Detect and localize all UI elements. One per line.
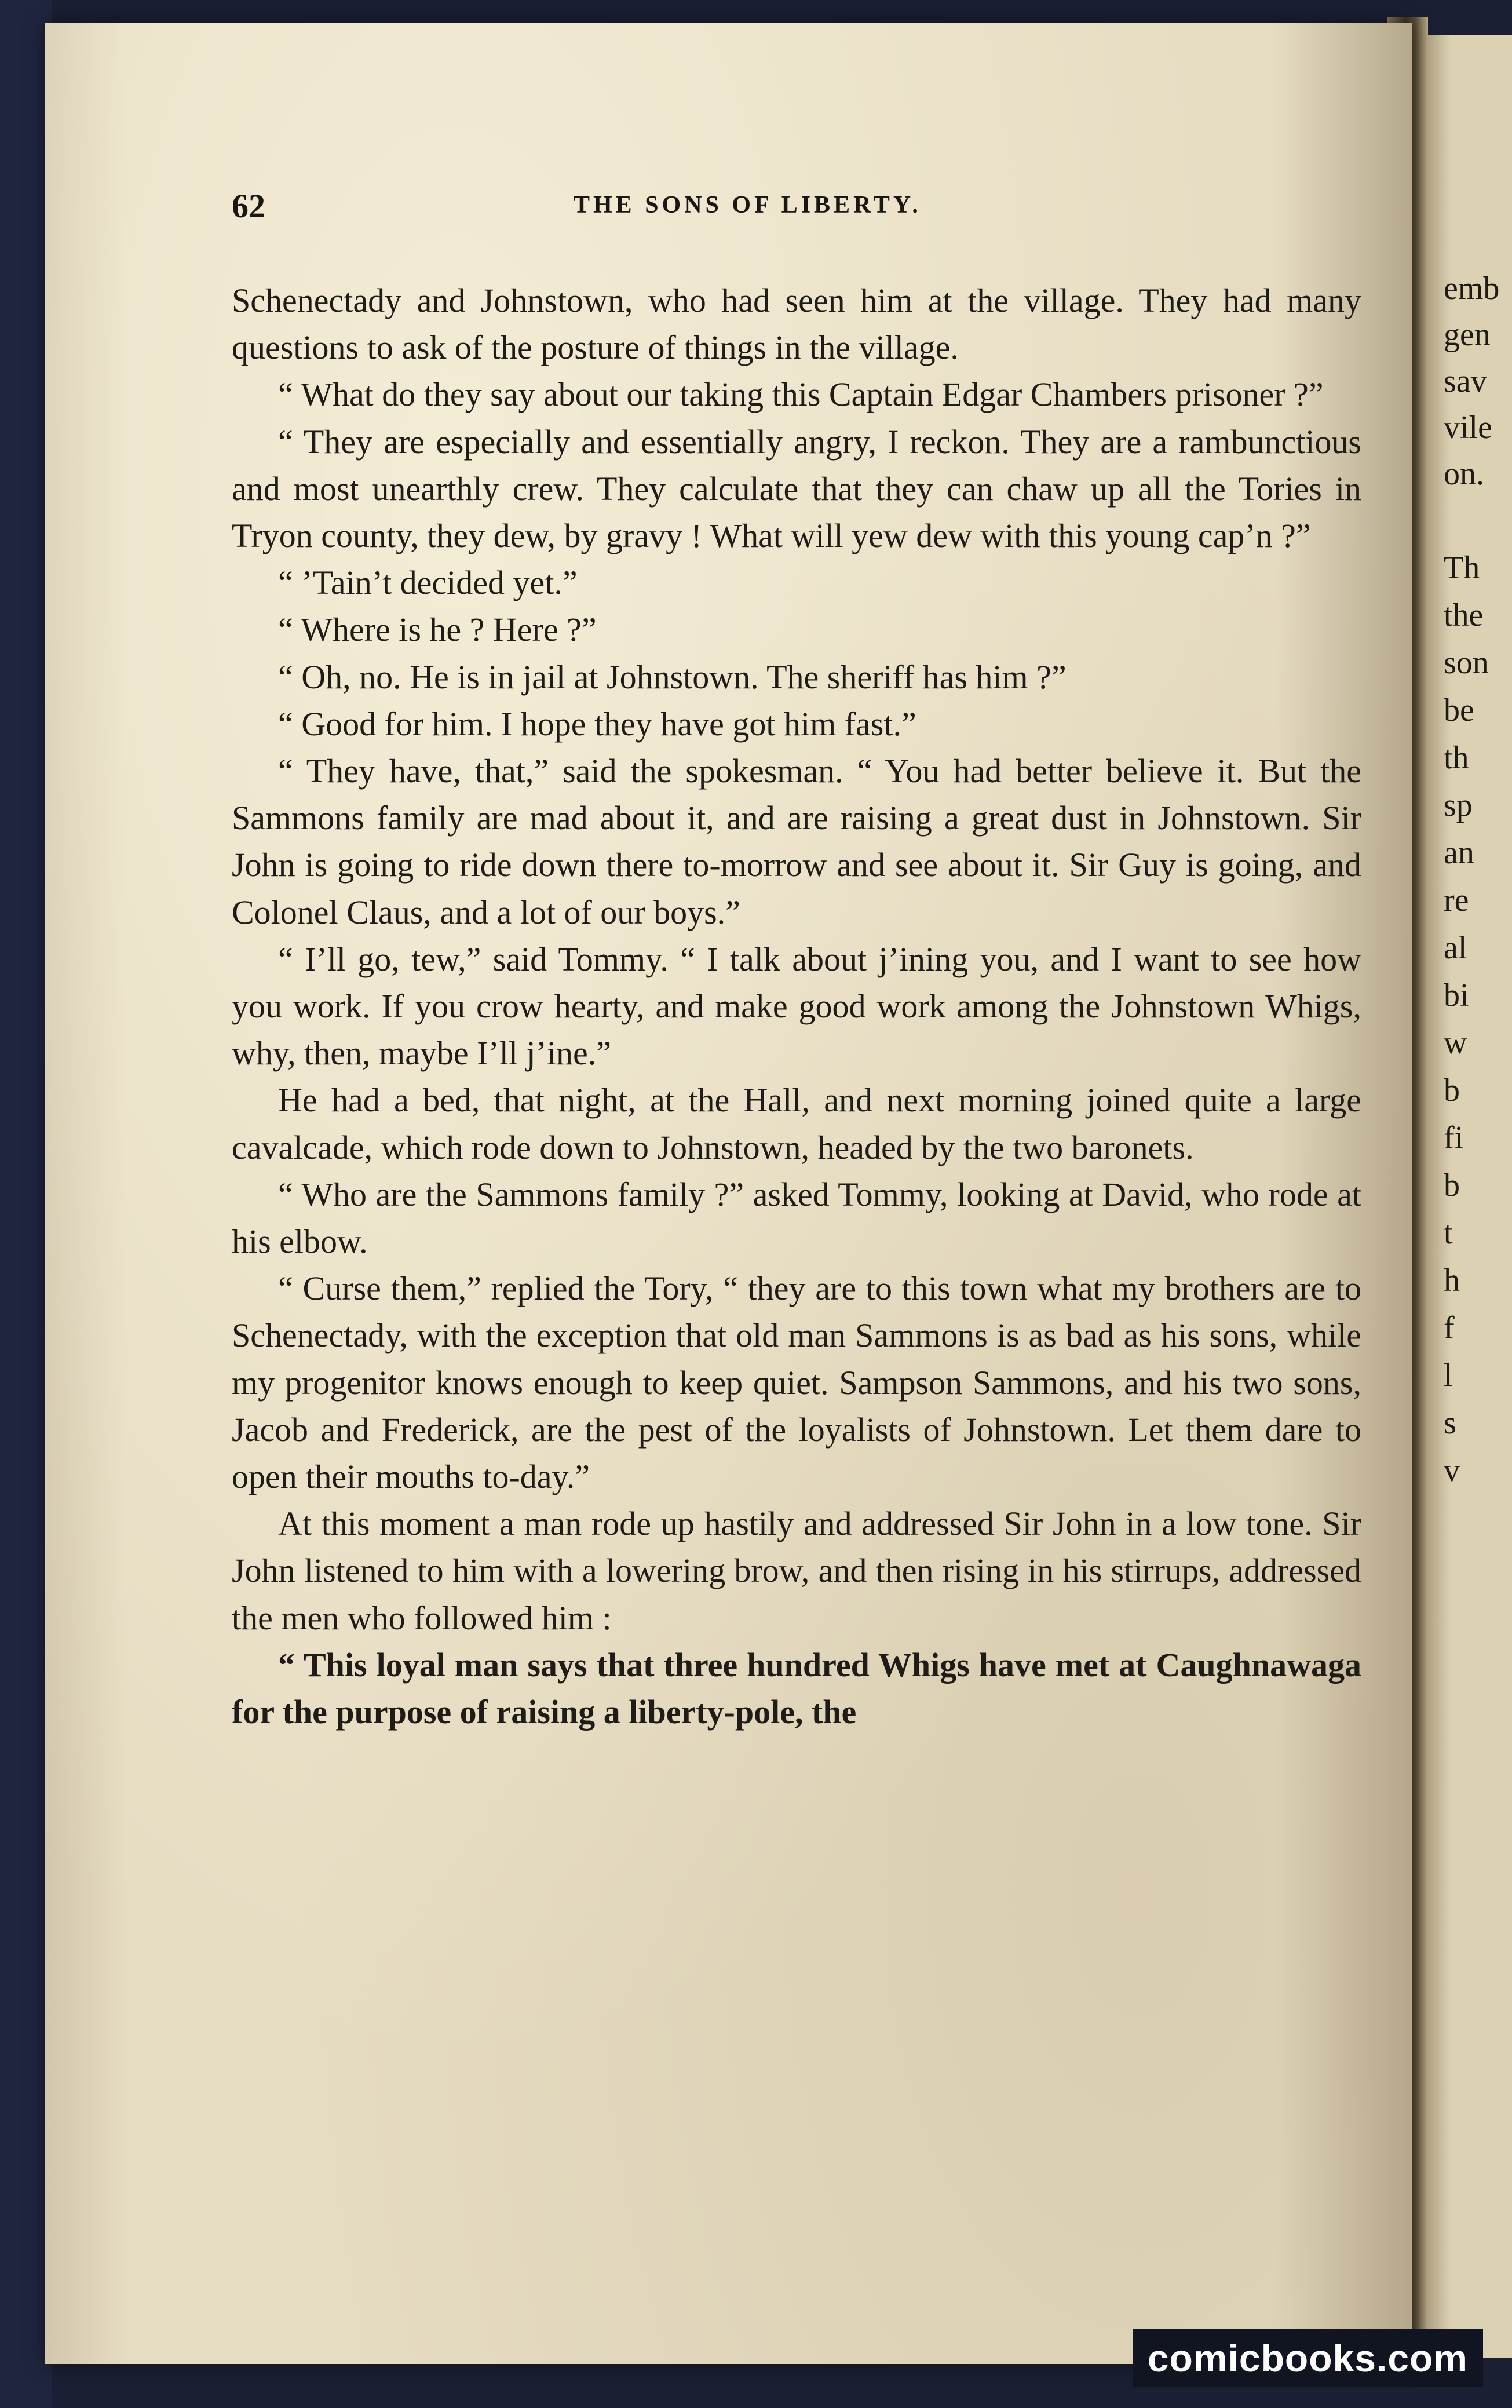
paragraph: Schenectady and Johnstown, who had seen him at the village. They had many questions to ask of the posture of things in the village. [232, 282, 1361, 367]
facing-page-fragment: th [1444, 740, 1469, 776]
facing-page-fragment: sp [1444, 787, 1473, 823]
paragraph: “ I’ll go, tew,” said Tommy. “ I talk about j’ining you, and I want to see how you work. If you crow hearty, and make good work among the Johnstown Whigs, why, then, maybe I’ll j’ine.” [232, 940, 1361, 1072]
facing-page-fragment: s [1444, 1405, 1456, 1441]
facing-page-fragment: be [1444, 692, 1474, 728]
facing-page-fragment: al [1444, 930, 1467, 966]
backdrop [0, 0, 52, 2408]
facing-page-fragment: re [1444, 882, 1469, 918]
facing-page-fragment: b [1444, 1167, 1460, 1203]
paragraph: “ What do they say about our taking this Captain Edgar Chambers prisoner ?” [278, 375, 1324, 414]
facing-page-fragment: emb [1444, 271, 1500, 307]
facing-page-fragment: bi [1444, 977, 1469, 1013]
body-text [232, 277, 1361, 1735]
paragraph: “ Where is he ? Here ?” [278, 611, 597, 649]
paragraph: “ They are especially and essentially angry, I reckon. They are a rambunctious and most unearthly crew. They calculate that they can chaw up all the Tories in Tryon county, they dew, by gravy ! What will yew dew with this young cap’n ?” [232, 422, 1361, 555]
paragraph: He had a bed, that night, at the Hall, and next morning joined quite a large cavalcade, which rode down to Johnstown, headed by the two baronets. [232, 1081, 1361, 1166]
paragraph: “ Good for him. I hope they have got him fast.” [278, 705, 916, 743]
facing-page-fragment: sav [1444, 363, 1487, 399]
paragraph: At this moment a man rode up hastily and addressed Sir John in a low tone. Sir John listened to him with a lowering brow, and then rising in his stirrups, addressed the men who followed him : [232, 1505, 1361, 1637]
facing-page-fragment: an [1444, 835, 1474, 871]
facing-page-fragment: h [1444, 1263, 1460, 1298]
facing-page-fragment: on. [1444, 456, 1484, 492]
facing-page-fragment: son [1444, 645, 1489, 681]
facing-page-fragment: gen [1444, 317, 1491, 353]
facing-page-fragment: b [1444, 1072, 1460, 1108]
paragraph: “ This loyal man says that three hundred Whigs have met at Caughnawaga for the purpose of raising a liberty-pole, the [232, 1646, 1361, 1731]
facing-page-fragment: vile [1444, 410, 1492, 446]
facing-page-fragment: f [1444, 1310, 1455, 1346]
facing-page-edge [1425, 35, 1512, 2358]
paragraph: “ Who are the Sammons family ?” asked Tommy, looking at David, who rode at his elbow. [232, 1175, 1361, 1261]
page-number: 62 [232, 187, 265, 225]
paragraph: “ They have, that,” said the spokesman. “ You had better believe it. But the Sammons family are mad about it, and are raising a great dust in Johnstown. Sir John is going to ride down there to-morrow and see about it. Sir Guy is going, and Colonel Claus, and a lot of our boys.” [232, 752, 1361, 931]
paragraph: “ Oh, no. He is in jail at Johnstown. The sheriff has him ?” [278, 658, 1067, 696]
facing-page-fragment: t [1444, 1215, 1453, 1251]
facing-page-fragment: w [1444, 1025, 1467, 1061]
facing-page-fragment: the [1444, 597, 1484, 633]
page-header [232, 187, 1390, 233]
facing-page-fragment: fi [1444, 1120, 1464, 1156]
facing-page-fragment: l [1444, 1358, 1453, 1393]
paragraph: “ Curse them,” replied the Tory, “ they are to this town what my brothers are to Schenectady, with the exception that old man Sammons is as bad as his sons, while my progenitor knows enough to keep quiet. Sampson Sammons, and his two sons, Jacob and Frederick, are the pest of the loyalists of Johnstown. Let them dare to open their mouths to-day.” [232, 1269, 1361, 1496]
watermark-logo: comicbooks.com [1133, 2329, 1483, 2387]
facing-page-fragment: Th [1444, 550, 1480, 586]
facing-page-fragment: v [1444, 1453, 1460, 1488]
running-title: THE SONS OF LIBERTY. [574, 192, 922, 218]
paragraph: “ ’Tain’t decided yet.” [278, 564, 578, 602]
